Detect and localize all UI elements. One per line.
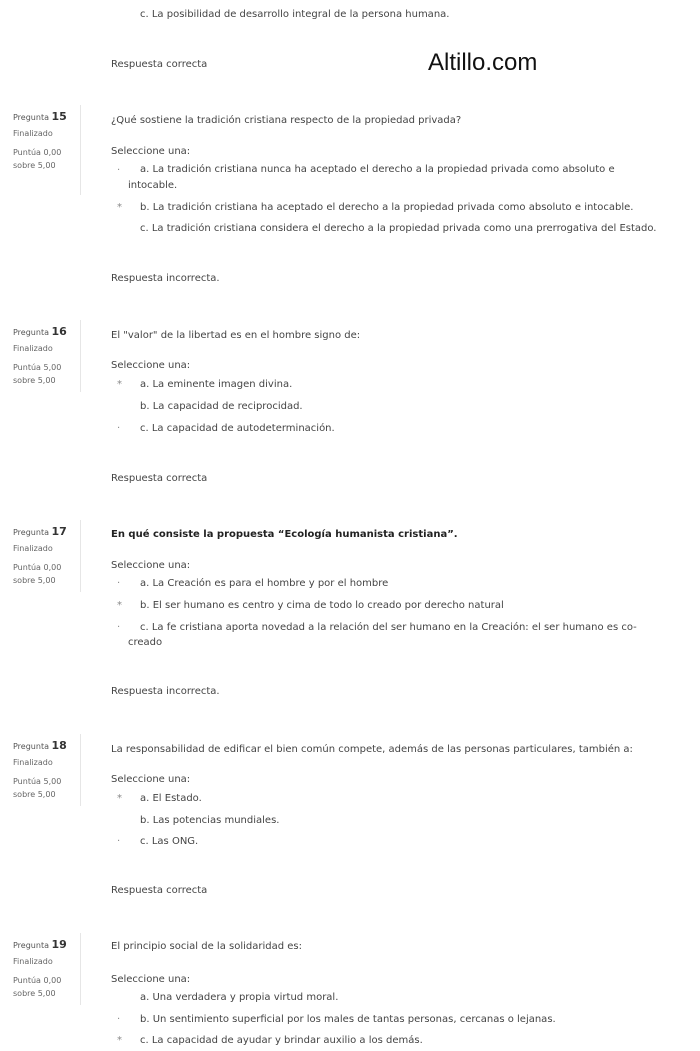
option-a-marker[interactable]: · [117, 165, 121, 176]
option-b[interactable]: b. El ser humano es centro y cima de todo lo creado por derecho natural [140, 600, 504, 611]
option-b[interactable]: b. Las potencias mundiales. [140, 815, 280, 826]
option-a-selected-icon[interactable]: * [117, 379, 122, 390]
question-status: Finalizado [13, 758, 53, 767]
question-score-max: sobre 5,00 [13, 161, 56, 170]
option-b[interactable]: b. La capacidad de reciprocidad. [140, 401, 303, 412]
question-feedback: Respuesta correcta [111, 885, 208, 896]
question-score: Puntúa 5,00 [13, 777, 62, 786]
option-c-marker[interactable]: · [117, 423, 121, 434]
question-18 [0, 734, 700, 914]
question-feedback: Respuesta correcta [111, 473, 208, 484]
question-number: Pregunta 16 [13, 325, 67, 338]
option-c[interactable]: c. La capacidad de autodeterminación. [140, 423, 335, 434]
question-15 [0, 105, 700, 305]
option-c[interactable]: c. La fe cristiana aporta novedad a la relación del ser humano en la Creación: el ser humano es co- [140, 622, 637, 633]
option-a[interactable]: a. El Estado. [140, 793, 202, 804]
select-label: Seleccione una: [111, 774, 191, 785]
question-text: El principio social de la solidaridad es: [111, 941, 302, 952]
question-feedback: Respuesta incorrecta. [111, 273, 220, 284]
question-score-max: sobre 5,00 [13, 790, 56, 799]
question-status: Finalizado [13, 544, 53, 553]
select-label: Seleccione una: [111, 974, 191, 985]
option-c-selected-icon[interactable]: * [117, 1035, 122, 1046]
question-score: Puntúa 0,00 [13, 148, 62, 157]
option-a[interactable]: a. La tradición cristiana nunca ha aceptado el derecho a la propiedad privada como absoluto e [140, 164, 615, 175]
option-b[interactable]: b. La tradición cristiana ha aceptado el derecho a la propiedad privada como absoluto e intocable. [140, 202, 634, 213]
question-score-max: sobre 5,00 [13, 576, 56, 585]
select-label: Seleccione una: [111, 360, 191, 371]
question-19 [0, 933, 700, 1051]
question-17 [0, 520, 700, 710]
option-a[interactable]: a. La Creación es para el hombre y por el hombre [140, 578, 389, 589]
option-c-cont[interactable]: creado [128, 637, 163, 648]
option-a[interactable]: a. Una verdadera y propia virtud moral. [140, 992, 339, 1003]
question-score: Puntúa 0,00 [13, 563, 62, 572]
option-b-marker[interactable]: · [117, 1014, 121, 1025]
option-c[interactable]: c. La tradición cristiana considera el derecho a la propiedad privada como una prerrogativa del Estado. [140, 223, 657, 234]
option-b-selected-icon[interactable]: * [117, 202, 122, 213]
prev-feedback: Respuesta correcta [111, 59, 208, 70]
watermark: Altillo.com [428, 49, 538, 76]
question-number: Pregunta 18 [13, 739, 67, 752]
option-c-marker[interactable]: · [117, 836, 121, 847]
option-a-cont[interactable]: intocable. [128, 180, 178, 191]
question-score-max: sobre 5,00 [13, 989, 56, 998]
option-c[interactable]: c. Las ONG. [140, 836, 199, 847]
option-a-selected-icon[interactable]: * [117, 793, 122, 804]
question-text: El "valor" de la libertad es en el hombre signo de: [111, 330, 361, 341]
question-text: En qué consiste la propuesta “Ecología humanista cristiana”. [111, 529, 458, 540]
select-label: Seleccione una: [111, 560, 191, 571]
option-b-selected-icon[interactable]: * [117, 600, 122, 611]
question-score: Puntúa 5,00 [13, 363, 62, 372]
question-status: Finalizado [13, 129, 53, 138]
question-text: ¿Qué sostiene la tradición cristiana respecto de la propiedad privada? [111, 115, 462, 126]
question-score: Puntúa 0,00 [13, 976, 62, 985]
option-c-marker[interactable]: · [117, 622, 121, 633]
select-label: Seleccione una: [111, 146, 191, 157]
question-number: Pregunta 19 [13, 938, 67, 951]
option-a-marker[interactable]: · [117, 578, 121, 589]
question-16 [0, 320, 700, 500]
option-c[interactable]: c. La capacidad de ayudar y brindar auxilio a los demás. [140, 1035, 423, 1046]
prev-option-c: c. La posibilidad de desarrollo integral de la persona humana. [140, 9, 450, 20]
question-text: La responsabilidad de edificar el bien común compete, además de las personas particulares, también a: [111, 744, 633, 755]
question-number: Pregunta 15 [13, 110, 67, 123]
question-score-max: sobre 5,00 [13, 376, 56, 385]
option-b[interactable]: b. Un sentimiento superficial por los males de tantas personas, cercanas o lejanas. [140, 1014, 556, 1025]
question-status: Finalizado [13, 957, 53, 966]
question-number: Pregunta 17 [13, 525, 67, 538]
question-feedback: Respuesta incorrecta. [111, 686, 220, 697]
option-a[interactable]: a. La eminente imagen divina. [140, 379, 293, 390]
question-status: Finalizado [13, 344, 53, 353]
